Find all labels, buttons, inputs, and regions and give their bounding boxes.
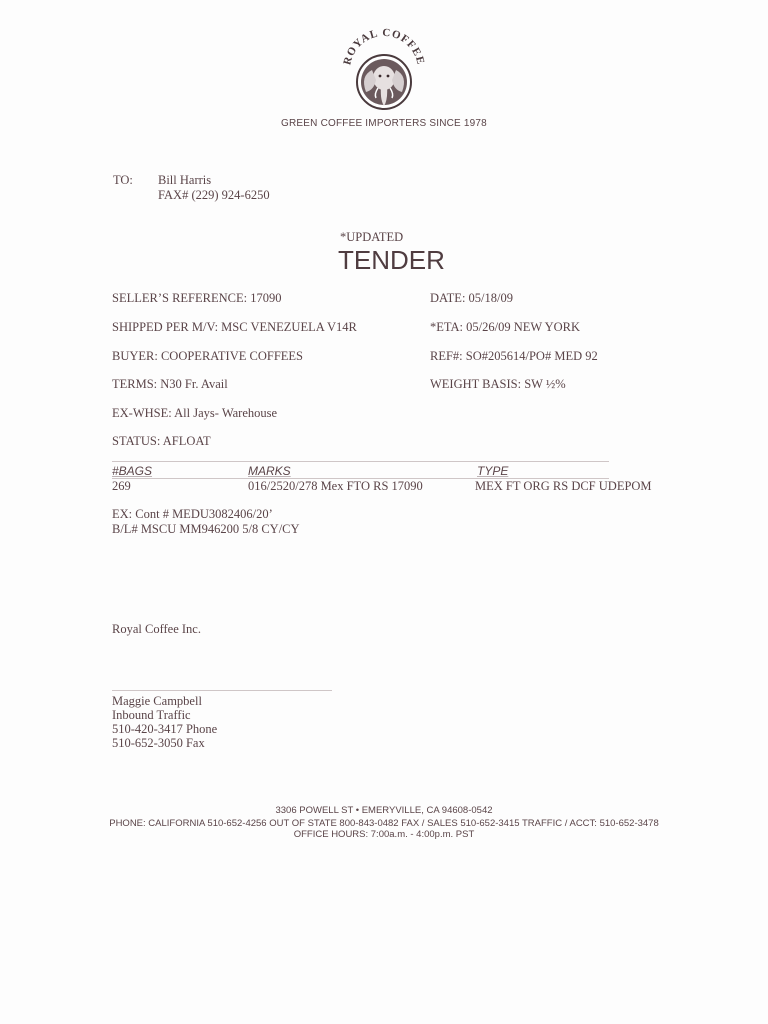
column-header-type: TYPE [477,464,509,478]
footer-phones: PHONE: CALIFORNIA 510-652-4256 OUT OF STATE 800-843-0482 FAX / SALES 510-652-3415 TRAFFIC / ACCT: 510-652-3478 [109,818,659,829]
shipped-per: SHIPPED PER M/V: MSC VENEZUELA V14R [112,320,357,334]
status-field: STATUS: AFLOAT [112,434,211,448]
bill-of-lading: B/L# MSCU MM946200 5/8 CY/CY [112,522,300,536]
eta-field: *ETA: 05/26/09 NEW YORK [430,320,581,334]
footer-address: 3306 POWELL ST • EMERYVILLE, CA 94608-0542 [275,805,493,816]
recipient-name: Bill Harris [158,173,212,187]
ex-whse-field: EX-WHSE: All Jays- Warehouse [112,406,278,420]
sellers-reference: SELLER’S REFERENCE: 17090 [112,291,282,305]
company-name: Royal Coffee Inc. [112,622,201,636]
row-bags: 269 [112,479,131,493]
row-type: MEX FT ORG RS DCF UDEPOM [475,479,652,493]
column-header-bags: #BAGS [112,464,153,478]
signer-department: Inbound Traffic [112,708,191,722]
updated-note: *UPDATED [340,230,404,244]
weight-basis-field: WEIGHT BASIS: SW ½% [430,377,566,391]
footer-hours: OFFICE HOURS: 7:00a.m. - 4:00p.m. PST [293,829,475,840]
page-title: TENDER [338,245,445,275]
recipient-fax: FAX# (229) 924-6250 [158,188,270,202]
to-label: TO: [113,173,133,187]
signer-phone: 510-420-3417 Phone [112,722,218,736]
column-header-marks: MARKS [248,464,291,478]
signer-name: Maggie Campbell [112,694,202,708]
date-field: DATE: 05/18/09 [430,291,513,305]
row-marks: 016/2520/278 Mex FTO RS 17090 [248,479,423,493]
signer-fax: 510-652-3050 Fax [112,736,205,750]
signature-line [112,690,332,691]
terms-field: TERMS: N30 Fr. Avail [112,377,228,391]
buyer-field: BUYER: COOPERATIVE COFFEES [112,349,303,363]
ref-field: REF#: SO#205614/PO# MED 92 [430,349,598,363]
svg-text:ROYAL COFFEE: ROYAL COFFEE [341,26,427,67]
table-top-rule [112,461,609,462]
royal-coffee-logo [336,20,432,116]
tagline: GREEN COFFEE IMPORTERS SINCE 1978 [281,118,487,129]
container-number: EX: Cont # MEDU3082406/20’ [112,507,273,521]
